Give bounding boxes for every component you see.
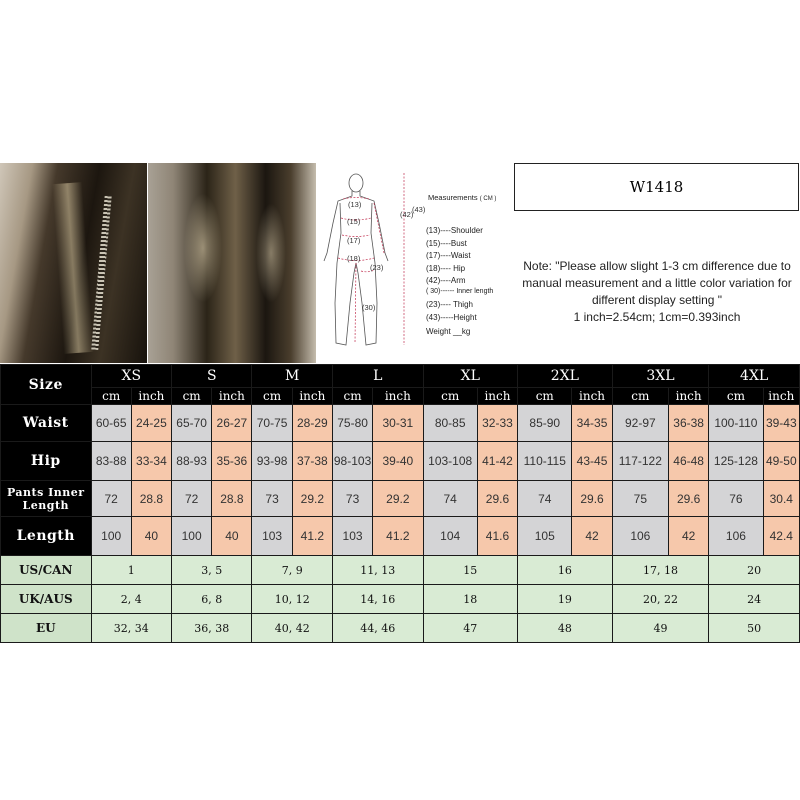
- cell-inch: 42.4: [763, 517, 799, 556]
- cell-cm: 100: [172, 517, 212, 556]
- conversion-cell: 20, 22: [612, 585, 709, 614]
- cell-cm: 93-98: [252, 442, 292, 481]
- conversion-cell: 18: [423, 585, 518, 614]
- cell-cm: 106: [612, 517, 668, 556]
- conversion-cell: 16: [518, 556, 613, 585]
- row-label-waist: Waist: [1, 405, 92, 442]
- cell-cm: 75: [612, 481, 668, 517]
- cell-cm: 75-80: [332, 405, 372, 442]
- row-label-eu: EU: [1, 614, 92, 643]
- cell-inch: 40: [131, 517, 171, 556]
- row-label-pants-inner-length: Pants Inner Length: [1, 481, 92, 517]
- cell-cm: 92-97: [612, 405, 668, 442]
- cell-inch: 28.8: [131, 481, 171, 517]
- cell-inch: 35-36: [212, 442, 252, 481]
- cell-cm: 85-90: [518, 405, 572, 442]
- cell-cm: 72: [172, 481, 212, 517]
- row-label-uk-aus: UK/AUS: [1, 585, 92, 614]
- conversion-cell: 15: [423, 556, 518, 585]
- cell-inch: 39-43: [763, 405, 799, 442]
- cell-inch: 32-33: [477, 405, 517, 442]
- diagram-number: (30): [362, 303, 376, 312]
- unit-inch: inch: [131, 388, 171, 405]
- cell-inch: 41.6: [477, 517, 517, 556]
- cell-cm: 98-103: [332, 442, 372, 481]
- size-l: L: [332, 365, 423, 388]
- cell-inch: 41.2: [373, 517, 423, 556]
- unit-inch: inch: [763, 388, 799, 405]
- size-m: M: [252, 365, 332, 388]
- cell-cm: 110-115: [518, 442, 572, 481]
- legend-shoulder: (13)----Shoulder: [426, 226, 483, 235]
- size-3xl: 3XL: [612, 365, 709, 388]
- cell-inch: 29.6: [669, 481, 709, 517]
- conversion-cell: 48: [518, 614, 613, 643]
- product-code: W1418: [629, 178, 684, 196]
- size-xl: XL: [423, 365, 518, 388]
- diagram-number: (23): [370, 263, 384, 272]
- conversion-cell: 47: [423, 614, 518, 643]
- size-label: Size: [1, 365, 92, 405]
- size-header-row: [1, 365, 800, 388]
- cell-inch: 41-42: [477, 442, 517, 481]
- cell-cm: 100: [91, 517, 131, 556]
- legend-thigh: (23)---- Thigh: [426, 300, 473, 309]
- table-row-pants-inner-length: [1, 481, 800, 517]
- zipper: [91, 195, 111, 350]
- diagram-number: (15): [347, 217, 361, 226]
- diagram-title: Measurements ( CM ): [428, 193, 497, 202]
- cell-inch: 49-50: [763, 442, 799, 481]
- cell-cm: 65-70: [172, 405, 212, 442]
- cell-inch: 28.8: [212, 481, 252, 517]
- cell-cm: 74: [423, 481, 477, 517]
- conversion-cell: 2, 4: [91, 585, 171, 614]
- legend-inner-length: ( 30)------ Inner length: [426, 288, 494, 295]
- unit-row: [1, 388, 800, 405]
- cell-inch: 33-34: [131, 442, 171, 481]
- leather-sheen-right: [256, 203, 286, 303]
- unit-cm: cm: [612, 388, 668, 405]
- product-photo-front: [0, 163, 147, 363]
- product-code-box: [514, 163, 799, 211]
- size-s: S: [172, 365, 252, 388]
- conversion-cell: 14, 16: [332, 585, 423, 614]
- unit-inch: inch: [669, 388, 709, 405]
- table-row-us-can: [1, 556, 800, 585]
- conversion-cell: 44, 46: [332, 614, 423, 643]
- cell-inch: 29.2: [373, 481, 423, 517]
- cell-inch: 29.2: [292, 481, 332, 517]
- cell-cm: 80-85: [423, 405, 477, 442]
- diagram-number: (17): [347, 236, 361, 245]
- cell-cm: 72: [91, 481, 131, 517]
- legend-weight: Weight __kg: [426, 327, 471, 336]
- cell-cm: 117-122: [612, 442, 668, 481]
- conversion-cell: 1: [91, 556, 171, 585]
- legend-hip: (18)---- Hip: [426, 264, 466, 273]
- conversion-cell: 19: [518, 585, 613, 614]
- conversion-cell: 11, 13: [332, 556, 423, 585]
- cell-inch: 37-38: [292, 442, 332, 481]
- unit-cm: cm: [518, 388, 572, 405]
- table-row-uk-aus: [1, 585, 800, 614]
- cell-inch: 29.6: [477, 481, 517, 517]
- unit-cm: cm: [332, 388, 372, 405]
- cell-inch: 42: [669, 517, 709, 556]
- table-row-length: [1, 517, 800, 556]
- diagram-number: (18): [347, 254, 361, 263]
- unit-cm: cm: [172, 388, 212, 405]
- size-2xl: 2XL: [518, 365, 613, 388]
- conversion-cell: 20: [709, 556, 800, 585]
- row-label-length: Length: [1, 517, 92, 556]
- cell-inch: 41.2: [292, 517, 332, 556]
- product-photo-back: [148, 163, 316, 363]
- conversion-cell: 17, 18: [612, 556, 709, 585]
- cell-cm: 105: [518, 517, 572, 556]
- size-xs: XS: [91, 365, 171, 388]
- conversion-cell: 40, 42: [252, 614, 332, 643]
- cell-inch: 30.4: [763, 481, 799, 517]
- cell-cm: 103: [252, 517, 292, 556]
- unit-inch: inch: [477, 388, 517, 405]
- cell-cm: 104: [423, 517, 477, 556]
- note-text: Note: "Please allow slight 1-3 cm difference due to manual measurement and a little color variation for different display setting ": [522, 259, 792, 307]
- cell-inch: 46-48: [669, 442, 709, 481]
- cell-cm: 74: [518, 481, 572, 517]
- leather-sheen: [52, 182, 94, 354]
- unit-inch: inch: [292, 388, 332, 405]
- conversion-cell: 32, 34: [91, 614, 171, 643]
- leather-sheen-left: [184, 193, 222, 303]
- size-chart-table: [0, 364, 800, 643]
- cell-inch: 34-35: [572, 405, 612, 442]
- unit-inch: inch: [212, 388, 252, 405]
- unit-cm: cm: [709, 388, 763, 405]
- size-4xl: 4XL: [709, 365, 800, 388]
- cell-inch: 39-40: [373, 442, 423, 481]
- cell-inch: 30-31: [373, 405, 423, 442]
- cell-cm: 88-93: [172, 442, 212, 481]
- cell-cm: 60-65: [91, 405, 131, 442]
- unit-cm: cm: [423, 388, 477, 405]
- conversion-cell: 24: [709, 585, 800, 614]
- cell-cm: 73: [332, 481, 372, 517]
- legend-waist: (17)----Waist: [426, 251, 471, 260]
- cell-cm: 103-108: [423, 442, 477, 481]
- conversion-cell: 7, 9: [252, 556, 332, 585]
- row-label-hip: Hip: [1, 442, 92, 481]
- cell-cm: 125-128: [709, 442, 763, 481]
- conversion-cell: 49: [612, 614, 709, 643]
- diagram-number: (43): [412, 205, 426, 214]
- cell-inch: 28-29: [292, 405, 332, 442]
- unit-inch: inch: [572, 388, 612, 405]
- conversion-cell: 3, 5: [172, 556, 252, 585]
- cell-cm: 103: [332, 517, 372, 556]
- cell-cm: 73: [252, 481, 292, 517]
- conversion-cell: 6, 8: [172, 585, 252, 614]
- unit-inch: inch: [373, 388, 423, 405]
- cell-cm: 106: [709, 517, 763, 556]
- legend-arm: (42)----Arm: [426, 276, 466, 285]
- conversion-cell: 50: [709, 614, 800, 643]
- table-row-waist: [1, 405, 800, 442]
- cell-cm: 76: [709, 481, 763, 517]
- legend-height: (43)-----Height: [426, 313, 477, 322]
- cell-cm: 100-110: [709, 405, 763, 442]
- diagram-number: (42): [400, 210, 414, 219]
- row-label-us-can: US/CAN: [1, 556, 92, 585]
- conversion-cell: 36, 38: [172, 614, 252, 643]
- cell-cm: 83-88: [91, 442, 131, 481]
- measurement-note: [514, 258, 800, 326]
- cell-inch: 43-45: [572, 442, 612, 481]
- diagram-number: (13): [348, 200, 362, 209]
- cell-inch: 29.6: [572, 481, 612, 517]
- measurement-diagram: [316, 163, 516, 363]
- cell-inch: 40: [212, 517, 252, 556]
- cell-inch: 42: [572, 517, 612, 556]
- cell-inch: 24-25: [131, 405, 171, 442]
- table-row-eu: [1, 614, 800, 643]
- cell-inch: 26-27: [212, 405, 252, 442]
- conversion-cell: 10, 12: [252, 585, 332, 614]
- unit-cm: cm: [252, 388, 292, 405]
- cell-cm: 70-75: [252, 405, 292, 442]
- legend-bust: (15)----Bust: [426, 239, 467, 248]
- unit-cm: cm: [91, 388, 131, 405]
- conversion-note: 1 inch=2.54cm; 1cm=0.393inch: [573, 310, 741, 324]
- cell-inch: 36-38: [669, 405, 709, 442]
- table-row-hip: [1, 442, 800, 481]
